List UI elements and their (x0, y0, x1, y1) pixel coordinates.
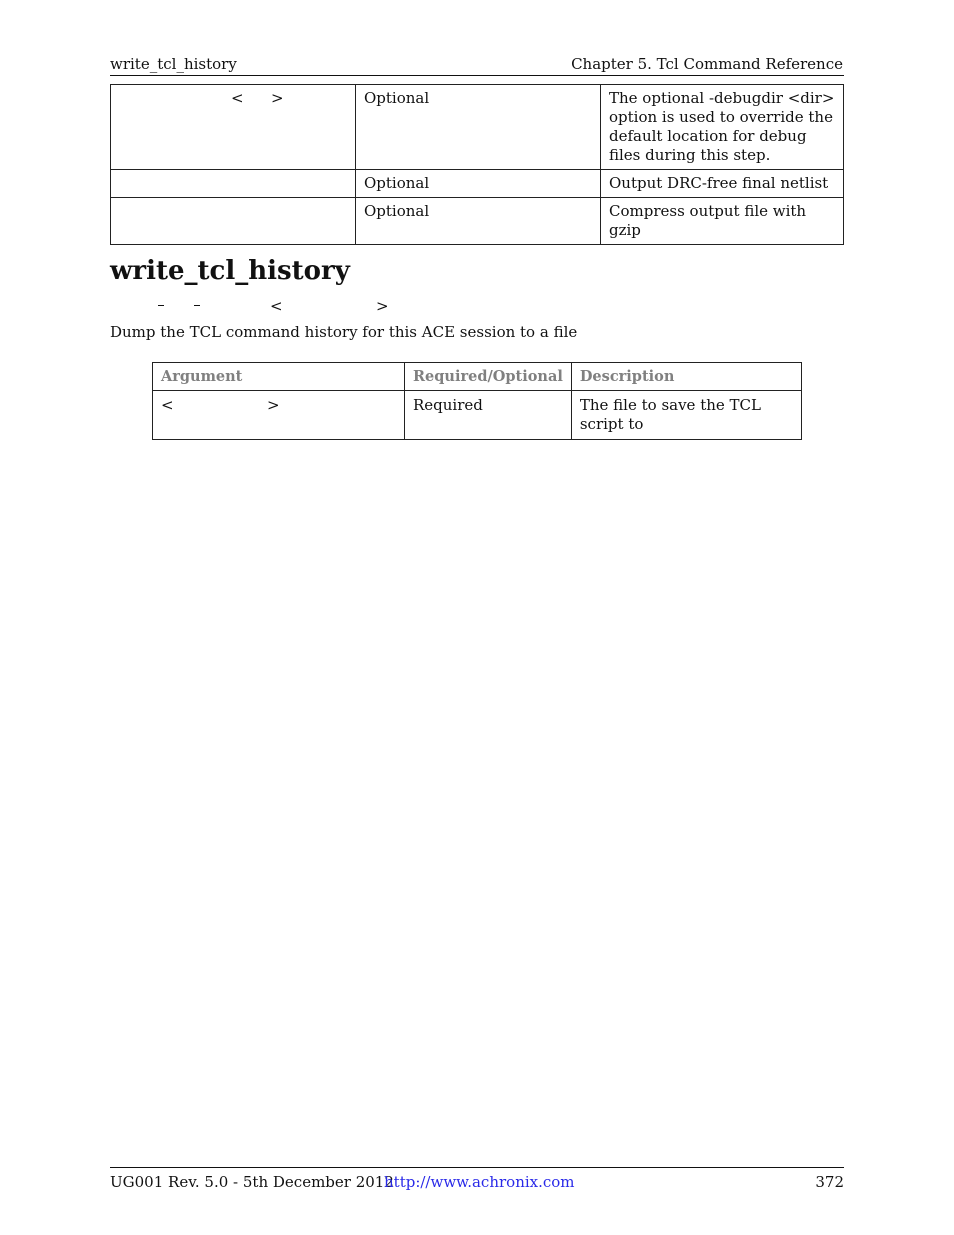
section-title: write_tcl_history (110, 256, 350, 286)
required-cell: Required (405, 391, 572, 440)
footer-doc-id: UG001 Rev. 5.0 - 5th December 2012 (110, 1173, 394, 1191)
description-cell: Compress output file with gzip (601, 198, 844, 245)
description-cell: The file to save the TCL script to (571, 391, 801, 440)
greater-than-glyph: > (267, 396, 280, 414)
table-row (111, 170, 844, 198)
header-description: Description (571, 363, 801, 391)
required-cell: Optional (356, 170, 601, 198)
greater-than-glyph: > (376, 297, 389, 315)
page-number: 372 (815, 1173, 844, 1191)
greater-than-glyph: > (271, 89, 284, 107)
argument-cell (111, 170, 356, 198)
underscore-mark (194, 305, 200, 306)
footer-website-link[interactable]: http://www.achronix.com (384, 1173, 575, 1191)
header-required: Required/Optional (405, 363, 572, 391)
description-cell: Output DRC-free final netlist (601, 170, 844, 198)
argument-cell (111, 85, 356, 170)
table-header-row (153, 363, 802, 391)
table-row (111, 198, 844, 245)
running-header-chapter: Chapter 5. Tcl Command Reference (571, 55, 843, 73)
options-table-continued (110, 84, 844, 245)
argument-table (152, 362, 802, 440)
less-than-glyph: < (161, 396, 174, 414)
less-than-glyph: < (231, 89, 244, 107)
table-row (111, 85, 844, 170)
required-cell: Optional (356, 198, 601, 245)
less-than-glyph: < (270, 297, 283, 315)
header-rule (110, 75, 844, 76)
required-cell: Optional (356, 85, 601, 170)
header-argument: Argument (153, 363, 405, 391)
section-description: Dump the TCL command history for this ACE session to a file (110, 323, 578, 341)
footer-rule (110, 1167, 844, 1168)
underscore-mark (158, 305, 164, 306)
running-header-title: write_tcl_history (110, 55, 237, 73)
description-cell: The optional -debugdir <dir> option is used to override the default location for debug files during this step. (601, 85, 844, 170)
argument-cell (153, 391, 405, 440)
table-row (153, 391, 802, 440)
argument-cell (111, 198, 356, 245)
command-syntax (110, 297, 410, 317)
